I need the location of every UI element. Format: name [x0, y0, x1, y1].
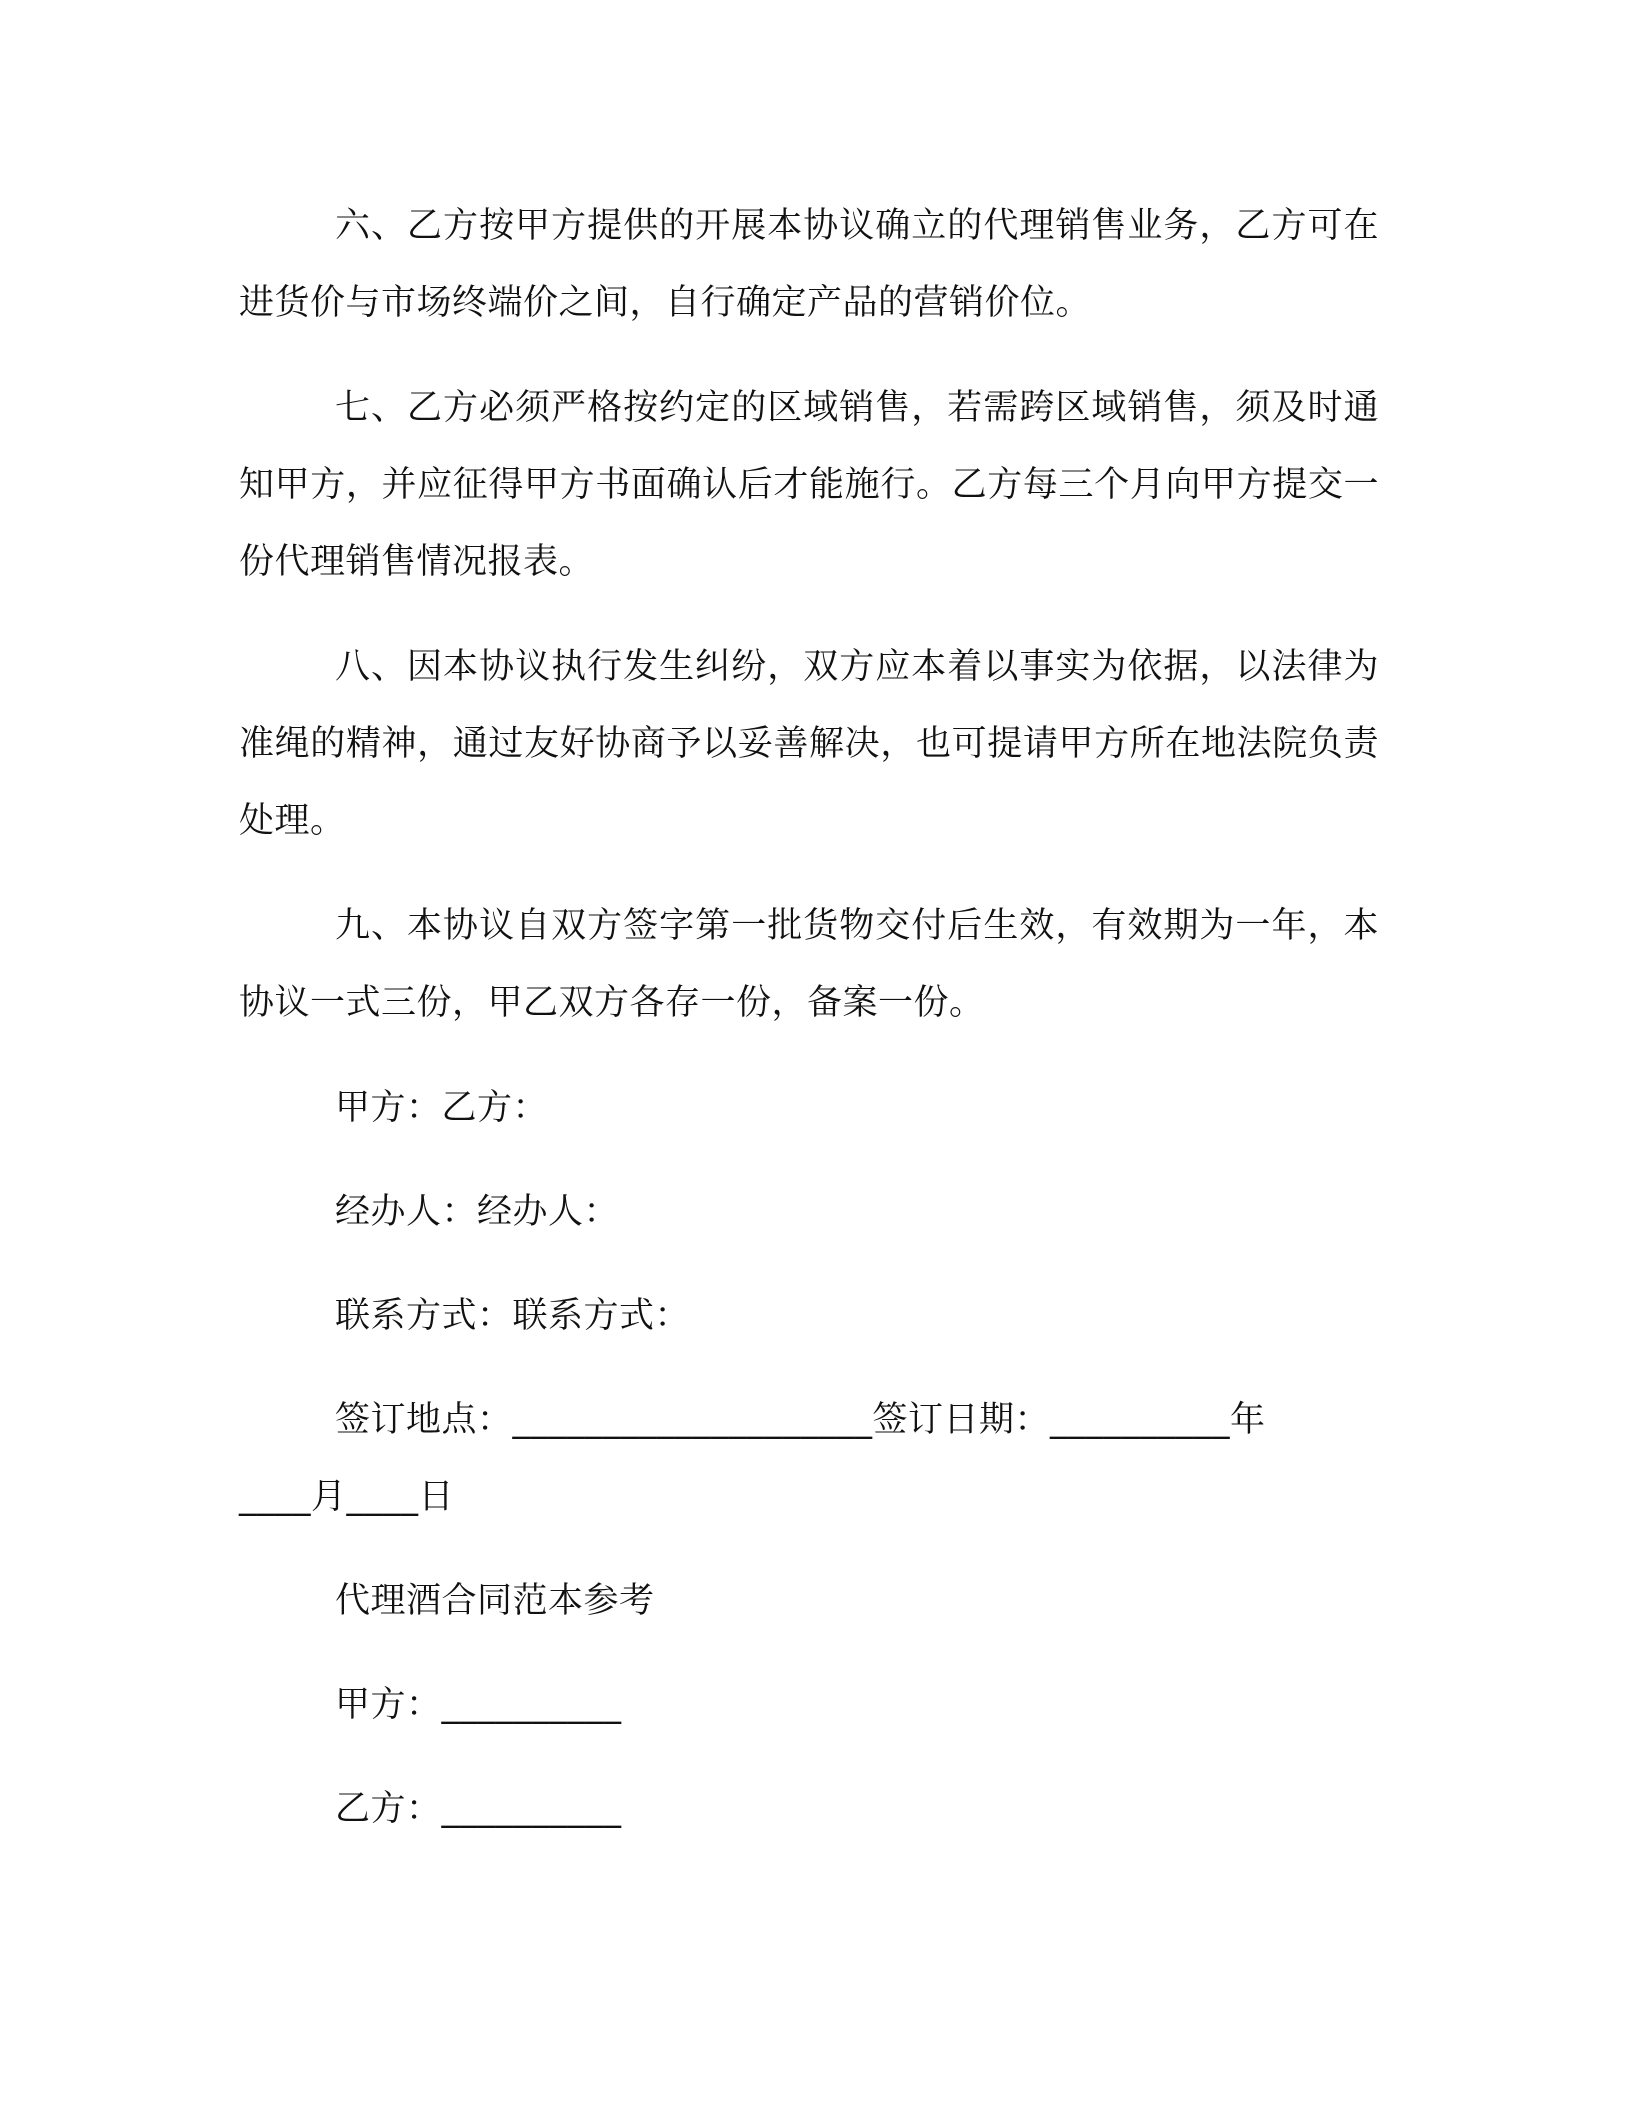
clause-9: 九、本协议自双方签字第一批货物交付后生效，有效期为一年，本协议一式三份，甲乙双方各存一份，备案一份。 — [239, 906, 1379, 1023]
signature-contacts: 联系方式：联系方式： — [335, 1296, 691, 1336]
next-contract-party-b: 乙方：__________ — [335, 1789, 622, 1829]
next-contract-title: 代理酒合同范本参考 — [335, 1581, 655, 1621]
signature-parties: 甲方：乙方： — [335, 1088, 549, 1128]
clause-6: 六、乙方按甲方提供的开展本协议确立的代理销售业务，乙方可在进货价与市场终端价之间，自行确定产品的营销价位。 — [239, 206, 1379, 323]
next-contract-party-a: 甲方：__________ — [335, 1685, 622, 1725]
clause-7: 七、乙方必须严格按约定的区域销售，若需跨区域销售，须及时通知甲方，并应征得甲方书面确认后才能施行。乙方每三个月向甲方提交一份代理销售情况报表。 — [239, 388, 1379, 582]
signing-place-date: 签订地点：____________________签订日期：__________年 — [335, 1400, 1266, 1440]
document-body — [239, 188, 1379, 1875]
signature-agents: 经办人：经办人： — [335, 1192, 620, 1232]
signing-month-day: ____月____日 — [239, 1477, 455, 1517]
clause-8: 八、因本协议执行发生纠纷，双方应本着以事实为依据，以法律为准绳的精神，通过友好协商予以妥善解决，也可提请甲方所在地法院负责处理。 — [239, 647, 1379, 841]
